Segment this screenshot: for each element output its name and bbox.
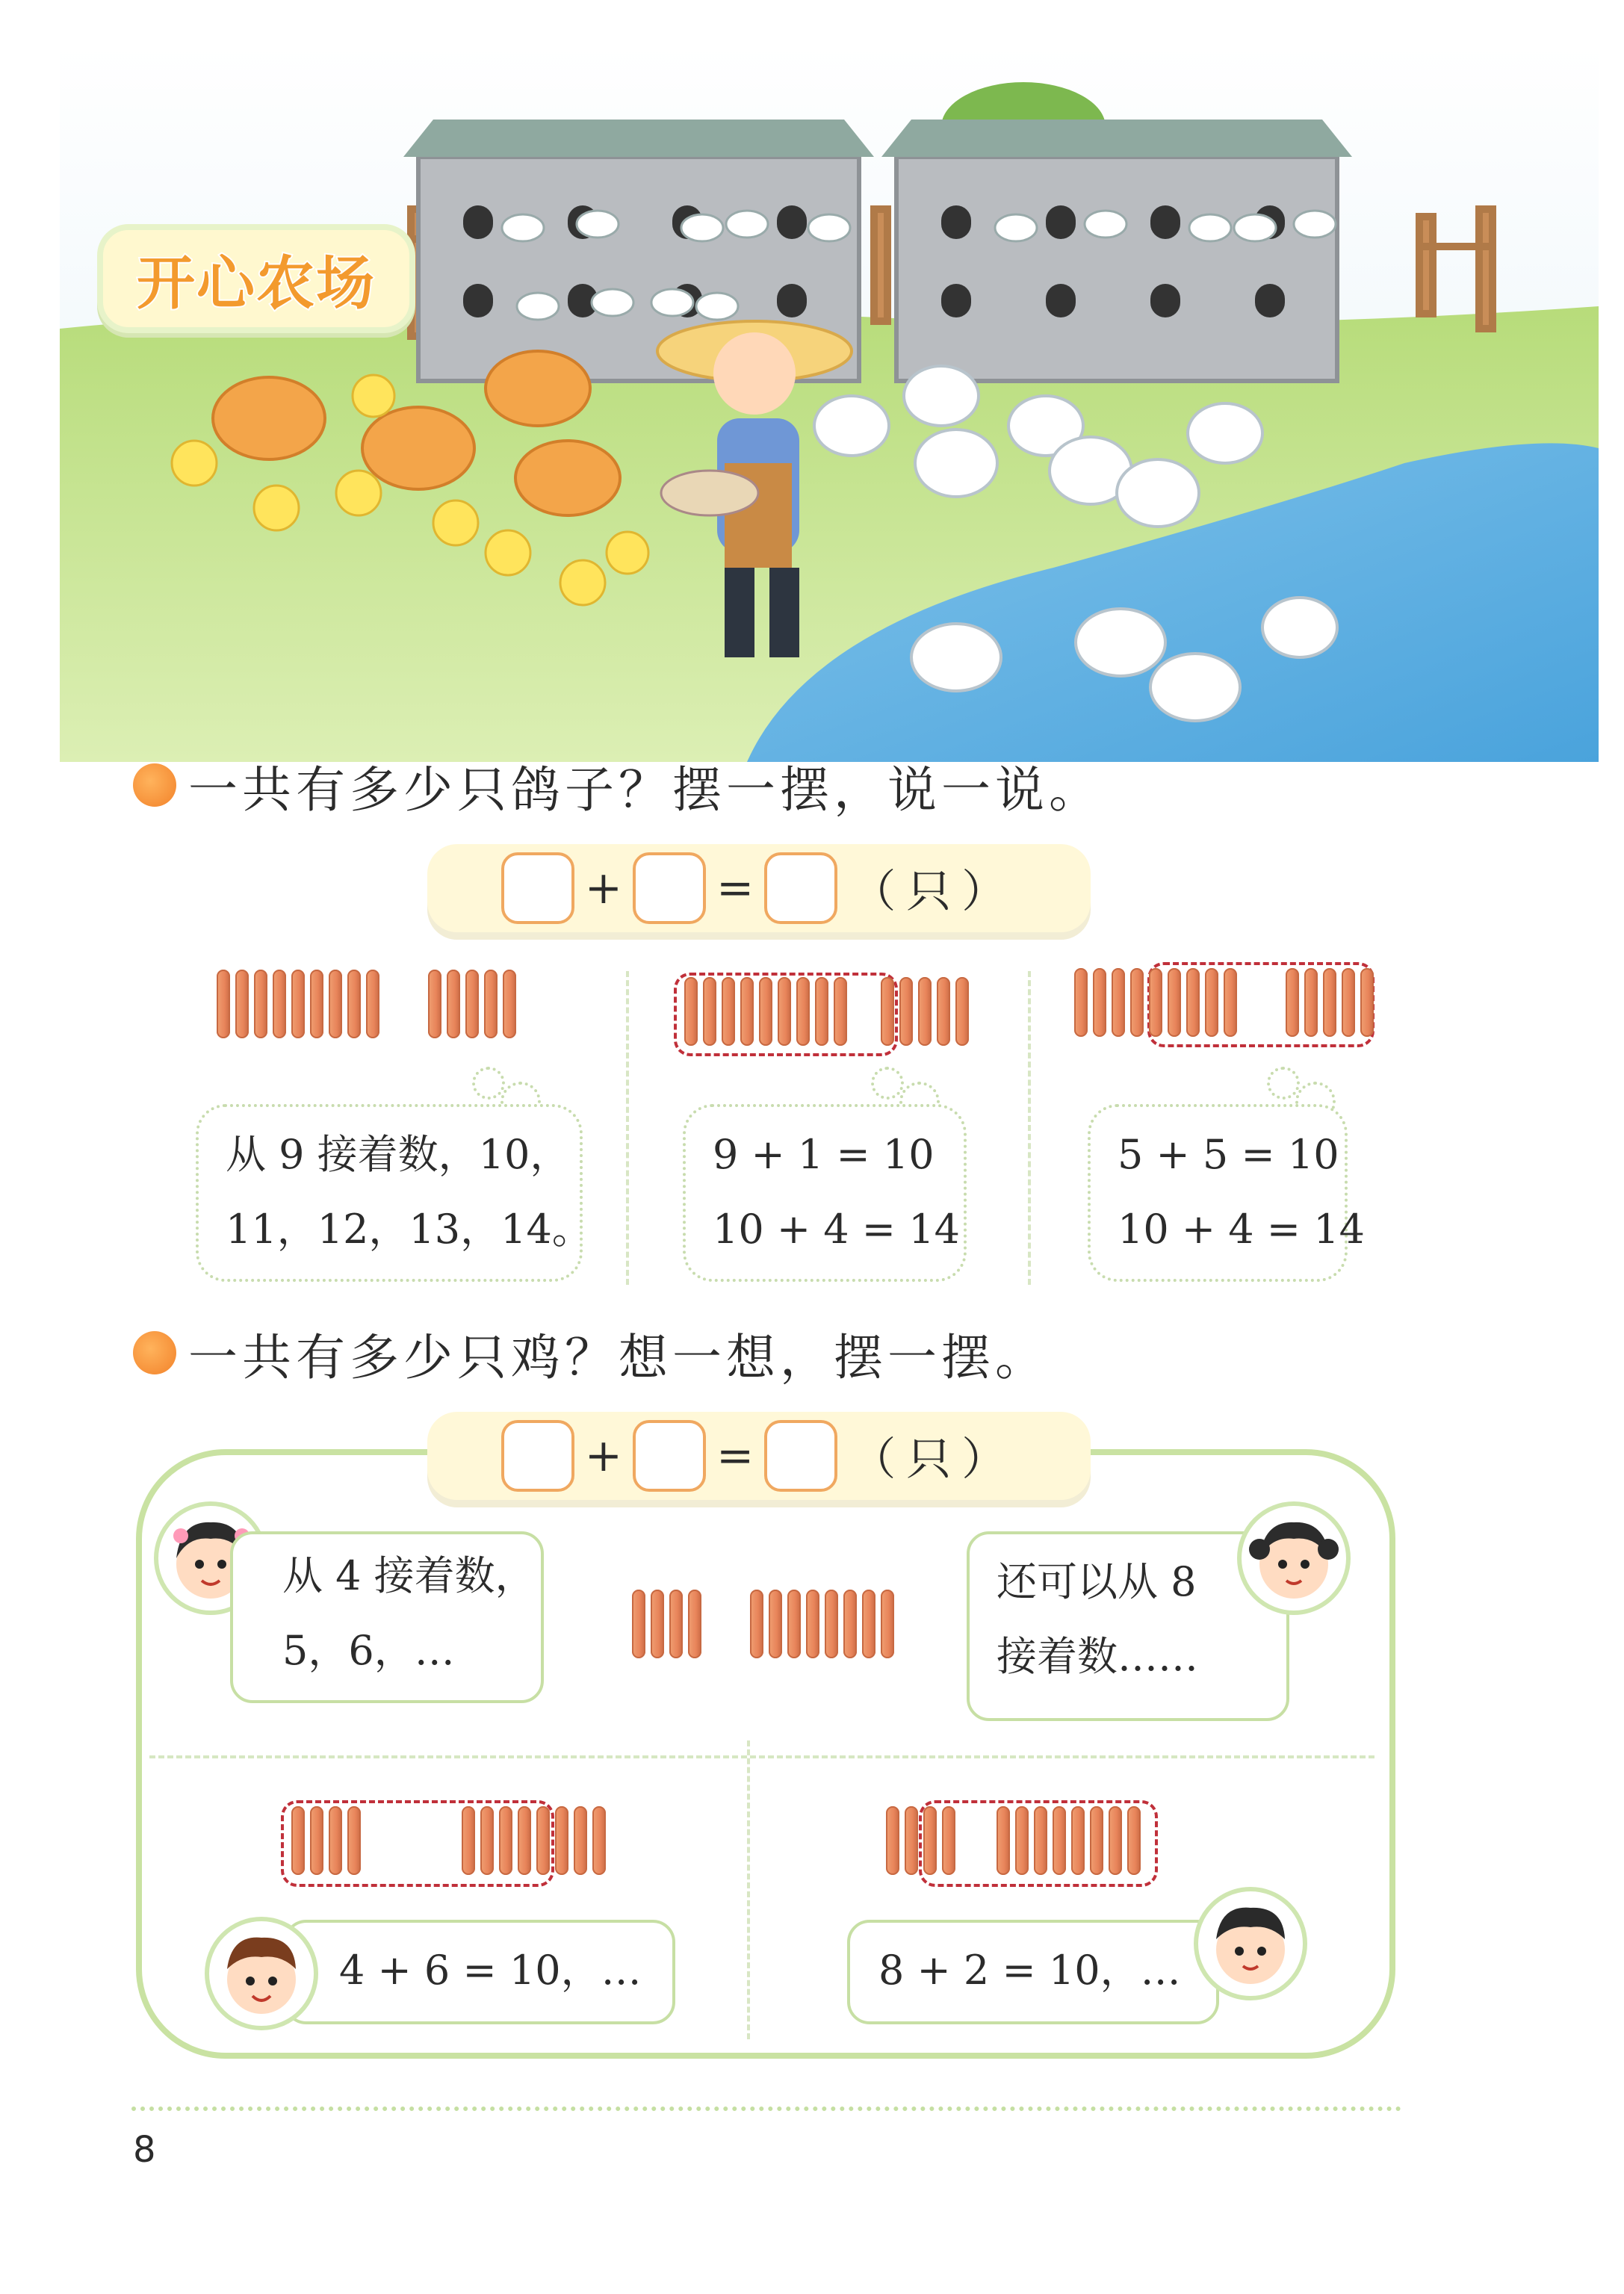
method2-line1: 9 + 1 = 10: [713, 1131, 935, 1178]
counting-stick: [1112, 968, 1125, 1037]
sticks-4-plus-6: [291, 1806, 611, 1875]
counting-stick: [937, 977, 950, 1046]
answer-box-addend1[interactable]: [501, 852, 574, 924]
counting-stick: [503, 970, 516, 1038]
page-number: 8: [133, 2129, 156, 2171]
counting-stick: [1109, 1806, 1122, 1875]
counting-stick: [329, 1806, 342, 1875]
counting-stick: [235, 970, 249, 1038]
counting-stick: [1360, 968, 1374, 1037]
counting-stick: [480, 1806, 494, 1875]
unit-label: （只）: [851, 1433, 1017, 1486]
counting-stick: [254, 970, 267, 1038]
lesson-title-badge: [97, 224, 415, 333]
counting-stick: [886, 1806, 899, 1875]
counting-stick: [806, 1590, 819, 1658]
counting-stick: [778, 977, 791, 1046]
counting-stick: [905, 1806, 918, 1875]
counting-stick: [787, 1590, 801, 1658]
sticks-8-plus-2: [886, 1806, 1146, 1875]
bubble-dot: [871, 1067, 904, 1100]
counting-stick: [651, 1590, 664, 1658]
method3-line1: 5 + 5 = 10: [1118, 1131, 1339, 1178]
counting-stick: [310, 970, 323, 1038]
counting-stick: [862, 1590, 875, 1658]
counting-stick: [1186, 968, 1200, 1037]
counting-stick: [703, 977, 716, 1046]
counting-stick: [462, 1806, 475, 1875]
farm-illustration: [60, 45, 1599, 762]
lesson-title: 开心农场: [136, 250, 376, 317]
method1-line2: 11，12，13，14。: [226, 1206, 592, 1253]
counting-stick: [1127, 1806, 1141, 1875]
sticks-4-and-8: [632, 1590, 899, 1658]
counting-stick: [1090, 1806, 1103, 1875]
speech-line2: 接着数……: [997, 1633, 1198, 1680]
counting-stick: [574, 1806, 587, 1875]
plus-sign: +: [584, 862, 622, 914]
speech-line1: 8 + 2 = 10，…: [878, 1947, 1181, 1994]
equation-bar-chickens: [427, 1412, 1091, 1500]
plus-sign: +: [584, 1430, 622, 1482]
equation-bar-pigeons: [427, 844, 1091, 932]
counting-stick: [1053, 1806, 1066, 1875]
thought-bubble-make-ten-9: [683, 1104, 967, 1282]
sticks-9-plus-1-and-4: [684, 977, 974, 1046]
counting-stick: [1149, 968, 1162, 1037]
thought-bubble-make-ten-5: [1088, 1104, 1365, 1282]
bubble-dot: [1267, 1067, 1300, 1100]
speech-line1: 从 4 接着数，: [282, 1552, 536, 1599]
counting-stick: [536, 1806, 550, 1875]
counting-stick: [592, 1806, 606, 1875]
counting-stick: [834, 977, 847, 1046]
girl-face-icon: [1242, 1506, 1346, 1611]
answer-box-addend1[interactable]: [501, 1420, 574, 1492]
counting-stick: [1342, 968, 1355, 1037]
boy-face-icon: [209, 1921, 314, 2026]
counting-stick: [347, 970, 361, 1038]
counting-stick: [1015, 1806, 1029, 1875]
counting-stick: [740, 977, 754, 1046]
counting-stick: [1071, 1806, 1085, 1875]
counting-stick: [428, 970, 441, 1038]
unit-label: （只）: [851, 866, 1017, 918]
counting-stick: [796, 977, 810, 1046]
counting-stick: [484, 970, 498, 1038]
counting-stick: [518, 1806, 531, 1875]
speech-bubble-8-plus-2: [847, 1920, 1219, 2024]
counting-stick: [366, 970, 379, 1038]
counting-stick: [899, 977, 913, 1046]
counting-stick: [688, 1590, 701, 1658]
counting-stick: [291, 1806, 305, 1875]
counting-stick: [632, 1590, 645, 1658]
counting-stick: [1168, 968, 1181, 1037]
counting-stick: [750, 1590, 763, 1658]
counting-stick: [499, 1806, 512, 1875]
counting-stick: [1286, 968, 1299, 1037]
method3-line2: 10 + 4 = 14: [1118, 1206, 1365, 1253]
panel-divider: [149, 1755, 1374, 1758]
column-divider: [1028, 971, 1031, 1285]
girl-avatar: [1237, 1501, 1351, 1615]
question-chickens: 一共有多少只鸡？想一想，摆一摆。: [188, 1329, 1049, 1386]
counting-stick: [923, 1806, 937, 1875]
speech-bubble-count-from-4: [230, 1531, 544, 1703]
panel-divider: [747, 1740, 750, 2039]
counting-stick: [273, 970, 286, 1038]
counting-stick: [310, 1806, 323, 1875]
speech-line2: 5，6，…: [282, 1627, 455, 1674]
speech-bubble-4-plus-6: [284, 1920, 675, 2024]
counting-stick: [955, 977, 969, 1046]
counting-stick: [1034, 1806, 1047, 1875]
counting-stick: [881, 977, 894, 1046]
boy-face-icon: [1198, 1891, 1303, 1996]
method2-line2: 10 + 4 = 14: [713, 1206, 960, 1253]
counting-stick: [291, 970, 305, 1038]
counting-stick: [769, 1590, 782, 1658]
boy-avatar: [205, 1917, 318, 2030]
counting-stick: [555, 1806, 568, 1875]
column-divider: [626, 971, 629, 1285]
counting-stick: [447, 970, 460, 1038]
farm-scene-image: [60, 45, 1599, 762]
answer-box-sum[interactable]: [764, 1420, 837, 1492]
counting-stick: [815, 977, 828, 1046]
question-pigeons: 一共有多少只鸽子？摆一摆，说一说。: [188, 761, 1103, 819]
method1-line1: 从 9 接着数，10，: [226, 1131, 571, 1178]
speech-line1: 4 + 6 = 10，…: [339, 1947, 642, 1994]
boy-avatar: [1194, 1887, 1307, 2000]
bubble-dot: [472, 1067, 505, 1100]
counting-stick: [329, 970, 342, 1038]
counting-stick: [942, 1806, 955, 1875]
counting-stick: [1224, 968, 1237, 1037]
footer-rule: [131, 2107, 1401, 2111]
counting-stick: [1323, 968, 1336, 1037]
sticks-5-plus-5-and-4: [1074, 968, 1379, 1037]
counting-stick: [1093, 968, 1106, 1037]
counting-stick: [347, 1806, 361, 1875]
counting-stick: [1074, 968, 1088, 1037]
counting-stick: [918, 977, 932, 1046]
counting-stick: [1304, 968, 1318, 1037]
question-bullet-icon: [133, 1331, 176, 1374]
counting-stick: [722, 977, 735, 1046]
counting-stick: [1205, 968, 1218, 1037]
sticks-9-and-5: [217, 970, 521, 1038]
equals-sign: =: [716, 862, 754, 914]
counting-stick: [684, 977, 698, 1046]
answer-box-sum[interactable]: [764, 852, 837, 924]
counting-stick: [881, 1590, 894, 1658]
answer-box-addend2[interactable]: [633, 852, 706, 924]
speech-line1: 还可以从 8: [997, 1558, 1197, 1605]
counting-stick: [217, 970, 230, 1038]
answer-box-addend2[interactable]: [633, 1420, 706, 1492]
counting-stick: [997, 1806, 1010, 1875]
counting-stick: [825, 1590, 838, 1658]
thought-bubble-counting-on: [196, 1104, 592, 1282]
counting-stick: [669, 1590, 683, 1658]
counting-stick: [465, 970, 479, 1038]
question-bullet-icon: [133, 763, 176, 807]
counting-stick: [1130, 968, 1144, 1037]
counting-stick: [759, 977, 772, 1046]
counting-stick: [843, 1590, 857, 1658]
equals-sign: =: [716, 1430, 754, 1482]
